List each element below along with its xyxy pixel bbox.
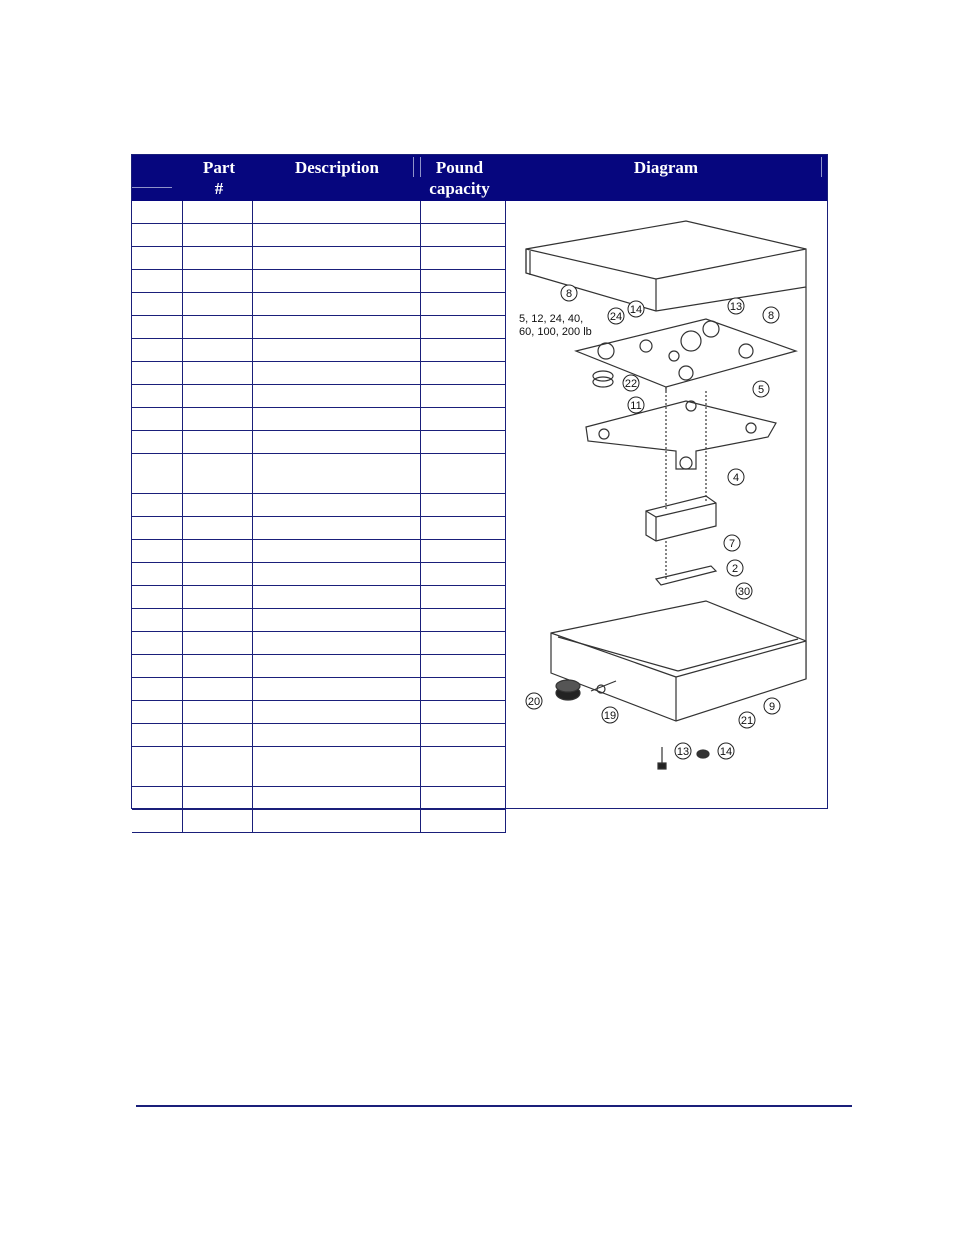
table-row xyxy=(132,724,506,747)
cell-description xyxy=(253,339,421,361)
cell-description xyxy=(253,747,421,786)
cell-description xyxy=(253,609,421,631)
cell-pound-capacity xyxy=(421,655,506,677)
table-row xyxy=(132,362,506,385)
cell-pound-capacity xyxy=(421,609,506,631)
svg-text:20: 20 xyxy=(527,696,541,708)
svg-text:5: 5 xyxy=(757,384,765,396)
svg-text:14: 14 xyxy=(719,746,733,758)
cell-pound-capacity xyxy=(421,586,506,608)
cell-part-number xyxy=(183,655,253,677)
cell-part-number xyxy=(183,201,253,223)
cell-description xyxy=(253,787,421,809)
cell-blank xyxy=(132,431,183,453)
cell-part-number xyxy=(183,385,253,407)
cell-blank xyxy=(132,316,183,338)
svg-text:13: 13 xyxy=(676,746,690,758)
exploded-scale-diagram xyxy=(506,201,826,808)
cell-part-number xyxy=(183,270,253,292)
callout-2 xyxy=(727,560,743,576)
svg-text:14: 14 xyxy=(629,304,643,316)
cell-description xyxy=(253,563,421,585)
cell-description xyxy=(253,678,421,700)
col-pound-capacity-header: Pound capacity xyxy=(429,158,490,198)
cell-pound-capacity xyxy=(421,678,506,700)
cell-blank xyxy=(132,655,183,677)
table-row xyxy=(132,586,506,609)
cell-blank xyxy=(132,678,183,700)
svg-text:7: 7 xyxy=(728,538,736,550)
cell-pound-capacity xyxy=(421,224,506,246)
table-header xyxy=(132,155,827,201)
cell-description xyxy=(253,810,421,832)
cell-pound-capacity xyxy=(421,454,506,493)
cell-description xyxy=(253,586,421,608)
cell-blank xyxy=(132,563,183,585)
table-row xyxy=(132,339,506,362)
callout-14 xyxy=(718,743,734,759)
cell-part-number xyxy=(183,517,253,539)
cell-part-number xyxy=(183,247,253,269)
table-row xyxy=(132,810,506,833)
cell-blank xyxy=(132,632,183,654)
cell-pound-capacity xyxy=(421,362,506,384)
svg-text:2: 2 xyxy=(731,563,739,575)
col-part-header: Part # xyxy=(202,158,236,198)
table-row xyxy=(132,385,506,408)
cell-part-number xyxy=(183,540,253,562)
cell-pound-capacity xyxy=(421,270,506,292)
table-row xyxy=(132,747,506,787)
cell-part-number xyxy=(183,810,253,832)
cell-part-number xyxy=(183,701,253,723)
parts-table xyxy=(131,154,828,809)
table-row xyxy=(132,431,506,454)
cell-description xyxy=(253,517,421,539)
cell-pound-capacity xyxy=(421,316,506,338)
table-row xyxy=(132,517,506,540)
cell-part-number xyxy=(183,339,253,361)
table-row xyxy=(132,787,506,810)
cell-part-number xyxy=(183,454,253,493)
cell-blank xyxy=(132,787,183,809)
cell-description xyxy=(253,385,421,407)
callout-21 xyxy=(739,712,755,728)
cell-part-number xyxy=(183,747,253,786)
cell-part-number xyxy=(183,362,253,384)
cell-description xyxy=(253,316,421,338)
cell-blank xyxy=(132,701,183,723)
table-row xyxy=(132,701,506,724)
callout-8 xyxy=(561,285,577,301)
cell-blank xyxy=(132,747,183,786)
cell-description xyxy=(253,408,421,430)
cell-pound-capacity xyxy=(421,247,506,269)
cell-pound-capacity xyxy=(421,632,506,654)
svg-text:22: 22 xyxy=(624,378,638,390)
cell-description xyxy=(253,247,421,269)
cell-pound-capacity xyxy=(421,701,506,723)
table-row xyxy=(132,494,506,517)
cell-description xyxy=(253,632,421,654)
svg-text:30: 30 xyxy=(737,586,751,598)
cell-description xyxy=(253,270,421,292)
table-body xyxy=(132,201,506,833)
callout-22 xyxy=(623,375,639,391)
cell-blank xyxy=(132,408,183,430)
cell-blank xyxy=(132,494,183,516)
svg-text:21: 21 xyxy=(740,715,754,727)
cell-pound-capacity xyxy=(421,385,506,407)
cell-description xyxy=(253,540,421,562)
callout-19 xyxy=(602,707,618,723)
cell-part-number xyxy=(183,724,253,746)
table-row xyxy=(132,563,506,586)
table-row xyxy=(132,316,506,339)
callout-14 xyxy=(628,301,644,317)
callout-4 xyxy=(728,469,744,485)
svg-text:13: 13 xyxy=(729,301,743,313)
svg-text:24: 24 xyxy=(609,311,623,323)
cell-part-number xyxy=(183,787,253,809)
cell-part-number xyxy=(183,316,253,338)
cell-blank xyxy=(132,724,183,746)
table-row xyxy=(132,609,506,632)
cell-part-number xyxy=(183,431,253,453)
cell-description xyxy=(253,724,421,746)
cell-pound-capacity xyxy=(421,201,506,223)
callout-9 xyxy=(764,698,780,714)
cell-pound-capacity xyxy=(421,563,506,585)
col-description-header: Description xyxy=(294,158,380,177)
table-row xyxy=(132,247,506,270)
cell-pound-capacity xyxy=(421,517,506,539)
table-row xyxy=(132,293,506,316)
capacity-note-line1: 5, 12, 24, 40, xyxy=(519,313,584,325)
callout-13 xyxy=(675,743,691,759)
table-row xyxy=(132,454,506,494)
cell-description xyxy=(253,655,421,677)
callout-13 xyxy=(728,298,744,314)
cell-pound-capacity xyxy=(421,540,506,562)
table-row xyxy=(132,632,506,655)
cell-part-number xyxy=(183,609,253,631)
cell-blank xyxy=(132,385,183,407)
cell-pound-capacity xyxy=(421,724,506,746)
cell-blank xyxy=(132,270,183,292)
cell-description xyxy=(253,293,421,315)
cell-pound-capacity xyxy=(421,787,506,809)
cell-part-number xyxy=(183,563,253,585)
cell-description xyxy=(253,224,421,246)
cell-blank xyxy=(132,247,183,269)
cell-pound-capacity xyxy=(421,293,506,315)
cell-pound-capacity xyxy=(421,431,506,453)
cell-blank xyxy=(132,362,183,384)
svg-text:4: 4 xyxy=(732,472,740,484)
cell-pound-capacity xyxy=(421,810,506,832)
callout-7 xyxy=(724,535,740,551)
cell-part-number xyxy=(183,224,253,246)
cell-pound-capacity xyxy=(421,339,506,361)
cell-description xyxy=(253,201,421,223)
svg-text:9: 9 xyxy=(768,701,776,713)
callout-30 xyxy=(736,583,752,599)
callout-8 xyxy=(763,307,779,323)
cell-blank xyxy=(132,586,183,608)
capacity-note-line2: 60, 100, 200 lb xyxy=(519,326,592,338)
cell-blank xyxy=(132,609,183,631)
cell-part-number xyxy=(183,678,253,700)
svg-text:8: 8 xyxy=(565,288,573,300)
cell-blank xyxy=(132,201,183,223)
cell-blank xyxy=(132,224,183,246)
callout-11 xyxy=(628,397,644,413)
cell-part-number xyxy=(183,632,253,654)
col-diagram-header: Diagram xyxy=(633,158,699,177)
table-row xyxy=(132,540,506,563)
cell-part-number xyxy=(183,494,253,516)
svg-text:11: 11 xyxy=(630,400,642,412)
cell-part-number xyxy=(183,293,253,315)
cell-pound-capacity xyxy=(421,747,506,786)
table-row xyxy=(132,408,506,431)
cell-description xyxy=(253,454,421,493)
cell-pound-capacity xyxy=(421,408,506,430)
cell-blank xyxy=(132,810,183,832)
cell-description xyxy=(253,431,421,453)
cell-part-number xyxy=(183,586,253,608)
cell-pound-capacity xyxy=(421,494,506,516)
cell-blank xyxy=(132,293,183,315)
callout-20 xyxy=(526,693,542,709)
diagram-cell xyxy=(505,201,827,808)
footer-rule xyxy=(136,1105,852,1107)
cell-blank xyxy=(132,540,183,562)
cell-blank xyxy=(132,517,183,539)
cell-blank xyxy=(132,339,183,361)
cell-description xyxy=(253,362,421,384)
table-row xyxy=(132,224,506,247)
cell-part-number xyxy=(183,408,253,430)
table-row xyxy=(132,201,506,224)
callout-5 xyxy=(753,381,769,397)
svg-text:8: 8 xyxy=(767,310,775,322)
table-row xyxy=(132,270,506,293)
table-row xyxy=(132,655,506,678)
cell-description xyxy=(253,701,421,723)
svg-text:19: 19 xyxy=(603,710,617,722)
callout-24 xyxy=(608,308,624,324)
cell-description xyxy=(253,494,421,516)
table-row xyxy=(132,678,506,701)
cell-blank xyxy=(132,454,183,493)
